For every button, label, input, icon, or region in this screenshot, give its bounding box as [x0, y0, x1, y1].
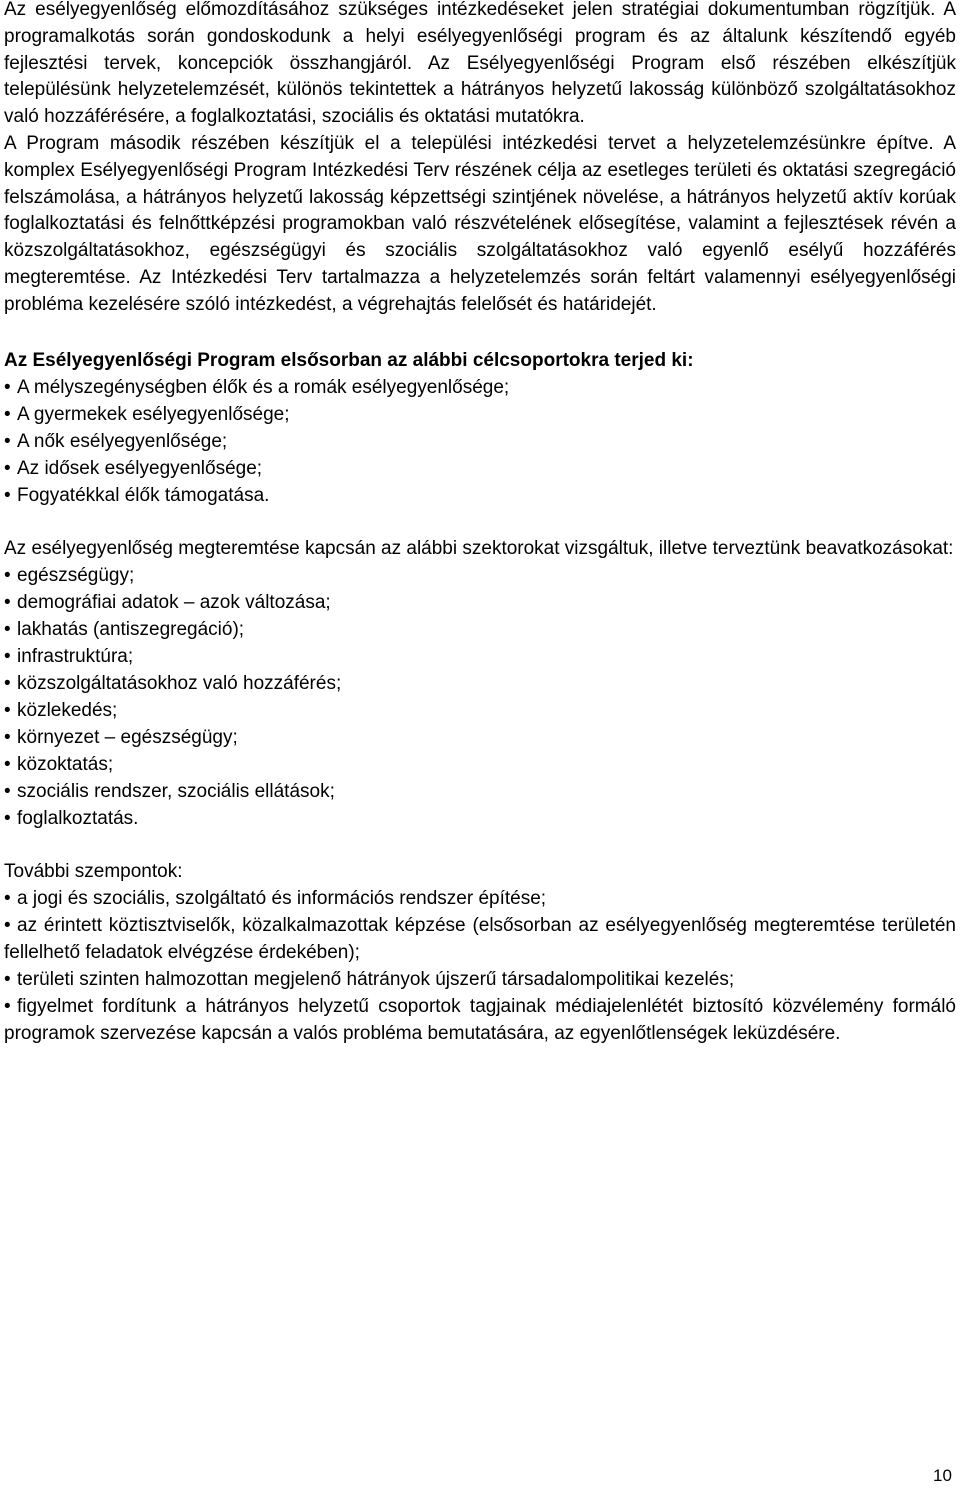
- bullet-icon: •: [4, 754, 11, 776]
- bullet-icon: •: [4, 592, 11, 614]
- bullet-icon: •: [4, 781, 11, 803]
- list-item: • szociális rendszer, szociális ellátások;: [4, 778, 956, 805]
- bullet-icon: •: [4, 403, 11, 425]
- list-item: • környezet – egészségügy;: [4, 724, 956, 751]
- document-page: [4, 0, 956, 1047]
- bullet-icon: •: [4, 727, 11, 749]
- further-aspects-list: [4, 885, 956, 1047]
- list-item: • lakhatás (antiszegregáció);: [4, 616, 956, 643]
- bullet-icon: •: [4, 376, 11, 398]
- list-item: • a jogi és szociális, szolgáltató és információs rendszer építése;: [4, 885, 956, 912]
- bullet-icon: •: [4, 700, 11, 722]
- list-item: • területi szinten halmozottan megjelenő hátrányok újszerű társadalompolitikai kezelés;: [4, 966, 956, 993]
- bullet-icon: •: [4, 484, 11, 506]
- list-item: • infrastruktúra;: [4, 643, 956, 670]
- further-aspects-heading: További szempontok:: [4, 861, 183, 883]
- list-item: • közoktatás;: [4, 751, 956, 778]
- list-item: • az érintett köztisztviselők, közalkalmazottak képzése (elsősorban az esélyegyenlőség megteremtése területén fellelhető feladatok elvégzése érdekében);: [4, 912, 956, 966]
- list-item: • A nők esélyegyenlősége;: [4, 428, 956, 455]
- bullet-icon: •: [4, 619, 11, 641]
- bullet-icon: •: [4, 565, 11, 587]
- bullet-icon: •: [4, 457, 11, 479]
- bullet-icon: •: [4, 808, 11, 830]
- bullet-icon: •: [4, 969, 11, 991]
- bullet-icon: •: [4, 996, 11, 1018]
- list-item: • foglalkoztatás.: [4, 805, 956, 832]
- bullet-icon: •: [4, 888, 11, 910]
- sectors-list: [4, 562, 956, 832]
- list-item: • közlekedés;: [4, 697, 956, 724]
- target-groups-heading: Az Esélyegyenlőségi Program elsősorban az alábbi célcsoportokra terjed ki:: [4, 349, 694, 371]
- page-number: 10: [933, 1466, 952, 1485]
- intro-paragraph-2: A Program második részében készítjük el a települési intézkedési tervet a helyzetelemzésünkre építve. A komplex Esélyegyenlőségi Program Intézkedési Terv részének célja az esetleges területi és oktatási szegregáció felszámolása, a hátrányos helyzetű lakosság képzettségi szintjének növelése, a hátrányos helyzetű aktív korúak foglalkoztatási és felnőttképzési programokban való részvételének elősegítése, valamint a fejlesztések révén a közszolgáltatásokhoz, egészségügyi és szociális szolgáltatásokhoz való egyenlő esélyű hozzáférés megteremtése. Az Intézkedési Terv tartalmazza a helyzetelemzés során feltárt valamennyi esélyegyenlőségi probléma kezelésére szóló intézkedést, a végrehajtás felelősét és határidejét.: [4, 132, 956, 315]
- intro-paragraph-1: Az esélyegyenlőség előmozdításához szükséges intézkedéseket jelen stratégiai dokumentumban rögzítjük. A programalkotás során gondoskodunk a helyi esélyegyenlőségi program és az általunk készítendő egyéb fejlesztési tervek, koncepciók összhangjáról. Az Esélyegyenlőségi Program első részében elkészítjük településünk helyzetelemzését, különös tekintettek a hátrányos helyzetű lakosság különböző szolgáltatásokhoz való hozzáférésére, a foglalkoztatási, szociális és oktatási mutatókra.: [4, 0, 956, 128]
- list-item: • A gyermekek esélyegyenlősége;: [4, 401, 956, 428]
- bullet-icon: •: [4, 673, 11, 695]
- list-item: • Fogyatékkal élők támogatása.: [4, 482, 956, 509]
- bullet-icon: •: [4, 430, 11, 452]
- list-item: • A mélyszegénységben élők és a romák esélyegyenlősége;: [4, 374, 956, 401]
- list-item: • közszolgáltatásokhoz való hozzáférés;: [4, 670, 956, 697]
- list-item: • demográfiai adatok – azok változása;: [4, 589, 956, 616]
- target-groups-list: [4, 374, 956, 509]
- bullet-icon: •: [4, 915, 11, 937]
- list-item: • egészségügy;: [4, 562, 956, 589]
- list-item: • figyelmet fordítunk a hátrányos helyzetű csoportok tagjainak médiajelenlétét biztosító közvélemény formáló programok szervezése kapcsán a valós probléma bemutatására, az egyenlőtlenségek leküzdésére.: [4, 993, 956, 1047]
- sectors-intro: Az esélyegyenlőség megteremtése kapcsán az alábbi szektorokat vizsgáltuk, illetve terveztünk beavatkozásokat:: [4, 537, 954, 559]
- list-item: • Az idősek esélyegyenlősége;: [4, 455, 956, 482]
- bullet-icon: •: [4, 646, 11, 668]
